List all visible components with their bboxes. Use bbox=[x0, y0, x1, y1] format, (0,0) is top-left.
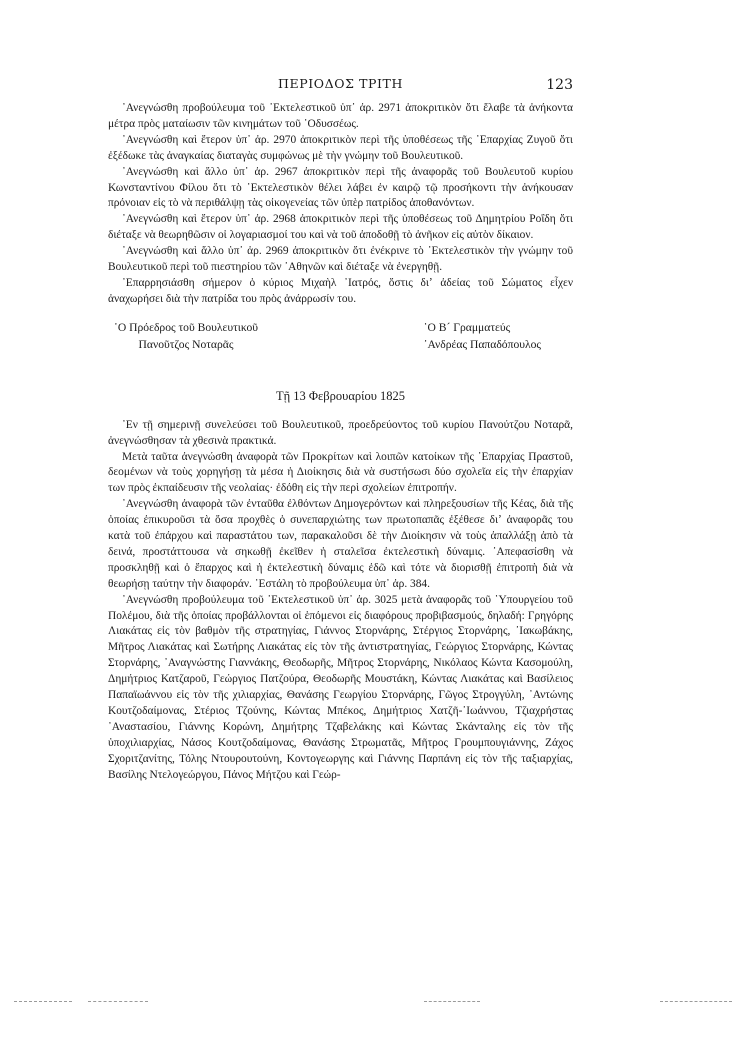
president-signature bbox=[114, 319, 258, 353]
secretary-title: ῾Ο Β´ Γραμματεύς bbox=[423, 320, 511, 334]
paragraph: ᾿Ανεγνώσθη καὶ ἕτερον ὑπ᾿ ἀρ. 2968 ἀποκριτικὸν περὶ τῆς ὑποθέσεως τοῦ Δημητρίου Ροΐδη ὅτι διέταξε νὰ θεωρηθῶσιν οἱ λογαριασμοί του καὶ νὰ τοῦ ἀποδοθῇ τὸ ἀνῆκον εἰς αὐτὸν δίκαιον. bbox=[108, 213, 573, 242]
paragraph: ᾿Ανεγνώσθη καὶ ἄλλο ὑπ᾿ ἀρ. 2967 ἀποκριτικὸν περὶ τῆς ἀναφορᾶς τοῦ Βουλευτοῦ κυρίου Κωνσταντίνου Φίλου ὅτι τὸ ᾿Εκτελεστικὸν θέλει λάβει ἐν καιρῷ τῷ προσήκοντι τὴν ἀνήκουσαν πρόνοιαν εἰς τὸ νὰ περιθάλψῃ τὰς οἰκογενείας τῶν ὑπὲρ πατρίδος ἀποθανόντων. bbox=[108, 165, 573, 210]
paragraph: ᾿Επαρρησιάσθη σήμερον ὁ κύριος Μιχαὴλ ᾿Ιατρός, ὅστις διʼ ἀδείας τοῦ Σώματος εἶχεν ἀναχωρήσει διὰ τὴν πατρίδα του πρὸς ἀνάρρωσίν του. bbox=[108, 276, 573, 305]
president-title: ῾Ο Πρόεδρος τοῦ Βουλευτικοῦ bbox=[114, 320, 258, 334]
paragraph: ᾿Ανεγνώσθη ἀναφορὰ τῶν ἐνταῦθα ἐλθόντων Δημογερόντων καὶ πληρεξουσίων τῆς Κέας, διὰ τῆς ὁποίας ἐπικυροῦσι τὰ ὅσα προχθὲς ὁ συνεπαρχιώτης των πρωτοπαπᾶς ἐξέθεσε διʼ ἀναφορᾶς του κατὰ τοῦ ἐπάρχου καὶ παραστάτου των, παρακαλοῦσι δὲ τὴν Διοίκησιν νὰ τοὺς ἀπαλλάξῃ ἀπὸ τὰ δεινά, προστάττουσα νὰ σηκωθῇ ἐκεῖθεν ἡ σταλεῖσα ἐκτελεστικὴ δύναμις. ᾿Απεφασίσθη νὰ προσκληθῇ καὶ ὁ ἔπαρχος καὶ ἡ ἐκτελεστικὴ δύναμις ἐδῶ καὶ τότε νὰ διορισθῇ ἐπιτροπὴ διὰ νὰ θεωρήσῃ ταύτην τὴν διαφοράν. ᾿Εστάλη τὸ προβούλευμα ὑπ᾿ ἀρ. 384. bbox=[108, 498, 573, 590]
scan-edge-mark bbox=[660, 1001, 732, 1002]
paragraph: ᾿Εν τῇ σημερινῇ συνελεύσει τοῦ Βουλευτικοῦ, προεδρεύοντος τοῦ κυρίου Πανούτζου Νοταρᾶ, ἀνεγνώσθησαν τὰ χθεσινὰ πρακτικά. bbox=[108, 418, 573, 447]
president-name: Πανοῦτζος Νοταρᾶς bbox=[138, 337, 234, 351]
page-number: 123 bbox=[546, 77, 573, 93]
session-date-heading: Τῇ 13 Φεβρουαρίου 1825 bbox=[275, 388, 406, 403]
secretary-signature bbox=[424, 319, 555, 353]
signature-section bbox=[108, 319, 573, 353]
page-header bbox=[108, 76, 573, 96]
paragraph: ᾿Ανεγνώσθη προβούλευμα τοῦ ᾿Εκτελεστικοῦ ὑπ᾿ ἀρ. 2971 ἀποκριτικὸν ὅτι ἔλαβε τὰ ἀνήκοντα μέτρα πρὸς ματαίωσιν τῶν κινημάτων τοῦ ᾿Οδυσσέως. bbox=[108, 102, 573, 130]
scan-edge-mark bbox=[424, 1001, 480, 1002]
paragraph: ᾿Ανεγνώσθη καὶ ἄλλο ὑπ᾿ ἀρ. 2969 ἀποκριτικὸν ὅτι ἐνέκρινε τὸ ᾿Εκτελεστικὸν τὴν γνώμην τοῦ Βουλευτικοῦ περὶ τοῦ πιεστηρίου τῶν ᾿Αθηνῶν καὶ διέταξε νὰ ἐνεργηθῇ. bbox=[108, 245, 573, 274]
secretary-name: ᾿Ανδρέας Παπαδόπουλος bbox=[423, 337, 541, 351]
paragraph: ᾿Ανεγνώσθη καὶ ἕτερον ὑπ᾿ ἀρ. 2970 ἀποκριτικὸν περὶ τῆς ὑποθέσεως τῆς ᾿Επαρχίας Ζυγοῦ ὅτι ἐξέδωκε τὰς ἀναγκαίας διαταγὰς συμφώνως μὲ τὴν γνώμην τοῦ Βουλευτικοῦ. bbox=[108, 133, 573, 162]
scan-edge-mark bbox=[14, 1001, 72, 1002]
scan-edge-mark bbox=[88, 1001, 148, 1002]
document-body bbox=[108, 101, 573, 784]
paragraph: Μετὰ ταῦτα ἀνεγνώσθη ἀναφορὰ τῶν Προκρίτων καὶ λοιπῶν κατοίκων τῆς ᾿Επαρχίας Πραστοῦ, δεομένων νὰ τοὺς χορηγήσῃ τὰ μέσα ἡ Διοίκησις διὰ νὰ συστήσωσι δύο σχολεῖα εἰς τὴν ἐπαρχίαν των πρὸς ἐκπαίδευσιν τῆς νεολαίας· ἐδόθη εἰς τὴν περὶ σχολείων ἐπιτροπήν. bbox=[108, 450, 573, 495]
running-head: ΠΕΡΙΟΔΟΣ ΤΡΙΤΗ bbox=[277, 76, 404, 91]
paragraph: ᾿Ανεγνώσθη προβούλευμα τοῦ ᾿Εκτελεστικοῦ ὑπ᾿ ἀρ. 3025 μετὰ ἀναφορᾶς τοῦ ῾Υπουργείου τοῦ Πολέμου, διὰ τῆς ὁποίας προβάλλονται οἱ ἑπόμενοι εἰς διαφόρους προβιβασμούς, δηλαδή: Γρηγόρης Λιακάτας εἰς τὸν βαθμὸν τῆς στρατηγίας, Γιάννος Στορνάρης, Στέργιος Στορνάρης, ᾿Ιακωβάκης, Μῆτρος Λιακάτας καὶ Σωτήρης Λιακάτας εἰς τὸν τῆς ἀντιστρατηγίας, Γεώργιος Στορνάρης, Κώντας Στορνάρης, ᾿Αναγνώστης Γιαννάκης, Θεοδωρῆς, Μῆτρος Στορνάρης, Νικόλαος Κώντα Κασομούλη, Δημήτριος Κατζαροῦ, Γεώργιος Πατζούρα, Θεοδωρῆς Μουστάκη, Κώντας Λιακάτας καὶ Βασίλειος Παπαϊωάννου εἰς τὸν τῆς χιλιαρχίας, Θανάσης Γεωργίου Στορνάρης, Γῶγος Στρογγύλη, ᾿Αντώνης Κουτζοδαίμονας, Στέριος Τζούνης, Κώντας Μπέκος, Δημήτριος Χατζῆ-᾿Ιωάννου, Τζιαχρήστας ᾿Αναστασίου, Γιάννης Κορώνη, Δημήτρης Τζαβελάκης καὶ Κώντας Σκάνταλης εἰς τὸν τῆς ὑποχιλιαρχίας, Νάσος Κουτζοδαίμονας, Θανάσης Στρωματᾶς, Μῆτρος Γρουμπουγιάννης, Ζάχος Σχοριτζανίτης, Τόλης Ντουρουτούνη, Κοντογεωργης καὶ Γιάννης Παρπάνη εἰς τὸν τῆς ταξιαρχίας, Βασίλης Ντελογεώργου, Πάνος Μήτζου καὶ Γεώρ- bbox=[108, 593, 573, 781]
